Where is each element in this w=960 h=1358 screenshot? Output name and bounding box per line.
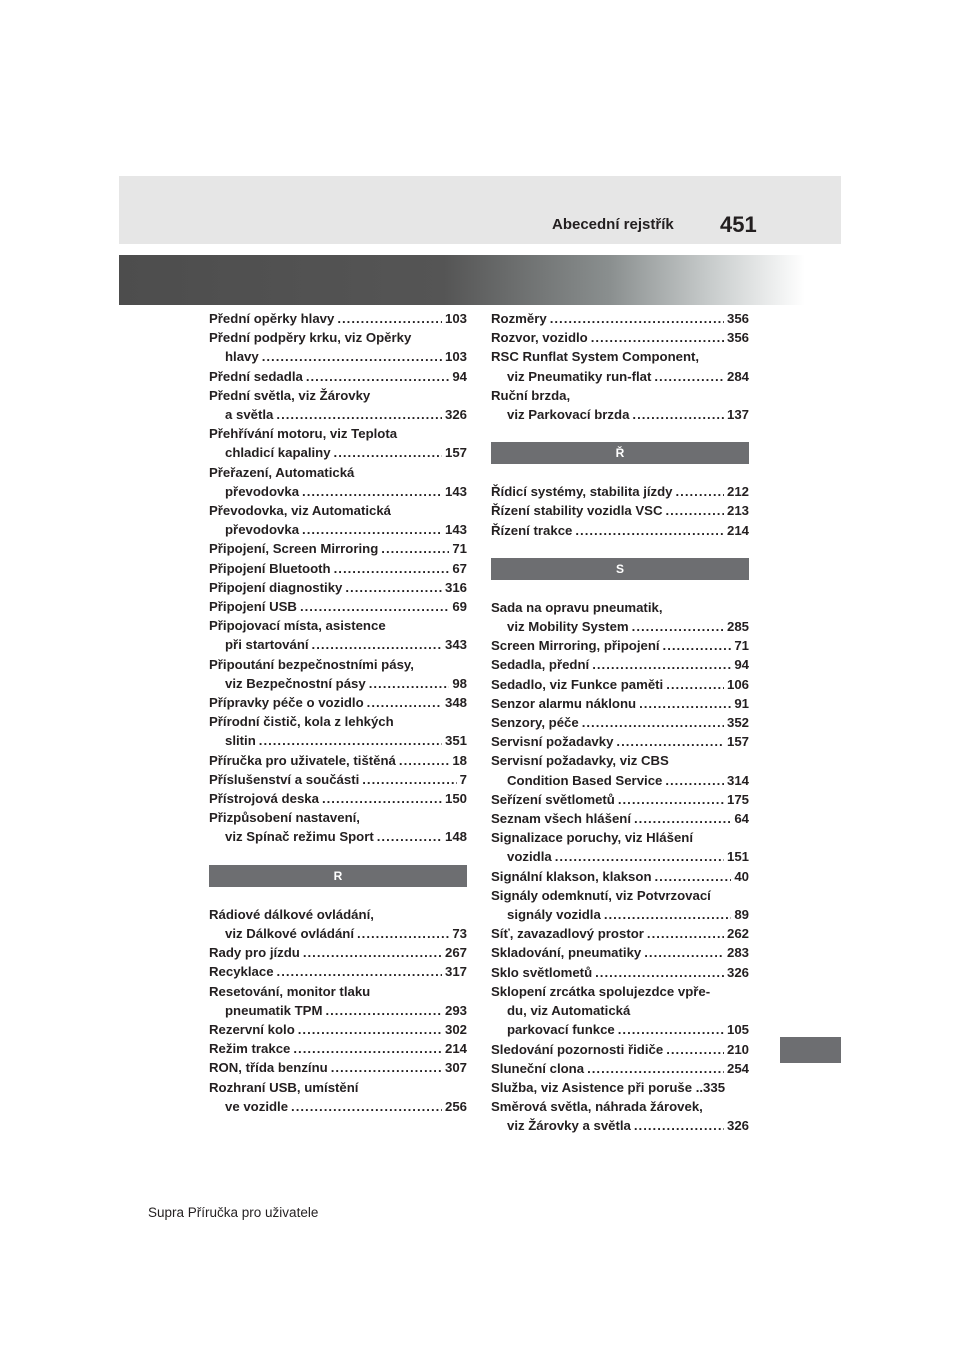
index-entry-term: převodovka [225, 522, 300, 538]
index-entry-line: Přehřívání motoru, viz Teplota [209, 426, 398, 442]
dot-leader [666, 675, 724, 694]
index-entry-page: 326 [444, 407, 467, 423]
letter-heading-rz: Ř [491, 442, 749, 464]
index-entry-term: Řízení trakce [491, 522, 573, 538]
dot-leader [550, 309, 724, 328]
index-entry-page: 91 [734, 695, 749, 711]
index-entry-term: Rozvor, vozidlo [491, 330, 588, 346]
index-entry-page: 105 [726, 1022, 749, 1038]
dot-leader [634, 809, 731, 828]
index-entry [209, 1097, 467, 1116]
index-entry-page: 94 [734, 657, 749, 673]
dot-leader [337, 309, 442, 328]
dot-leader [663, 636, 732, 655]
index-entry [491, 905, 749, 924]
index-entry-page: 67 [452, 560, 467, 576]
index-entry-term: a světla [225, 407, 274, 423]
index-entry-term: Sledování pozornosti řidiče [491, 1041, 664, 1057]
dot-leader [632, 405, 724, 424]
dot-leader [595, 963, 724, 982]
index-entry [209, 789, 467, 808]
index-entry-term: Rozměry [491, 311, 547, 326]
index-entry-line: Přední podpěry krku, viz Opěrky [209, 330, 412, 346]
index-block [491, 482, 749, 540]
index-entry-term: viz Bezpečnostní pásy [225, 675, 366, 691]
index-entry-line: Převodovka, viz Automatická [209, 503, 392, 519]
index-entry-term: Připojení USB [209, 599, 297, 615]
index-entry-term: viz Spínač režimu Sport [225, 829, 374, 845]
index-entry-page: 7 [459, 771, 467, 787]
index-entry-page: 175 [726, 791, 749, 807]
index-entry-page: 98 [452, 675, 467, 691]
header-gradient-bar [119, 255, 841, 305]
dot-leader [300, 597, 449, 616]
index-entry [209, 1039, 467, 1058]
index-block [491, 309, 749, 424]
index-entry-term: Příručka pro uživatele, tištěná [209, 752, 396, 768]
index-entry-page: 150 [444, 791, 467, 807]
index-entry [209, 1020, 467, 1039]
page-number: 451 [720, 212, 757, 237]
index-block [209, 905, 467, 1116]
index-entry-page: 210 [726, 1041, 749, 1057]
index-entry [491, 482, 749, 501]
index-entry-term: Signální klakson, klakson [491, 868, 652, 884]
index-entry-term: slitin [225, 733, 256, 749]
index-entry [491, 675, 749, 694]
index-entry [491, 328, 749, 347]
index-entry-page: 157 [444, 445, 467, 461]
dot-leader [276, 405, 442, 424]
index-column-left [209, 309, 467, 1116]
index-entry-page: 348 [444, 695, 467, 711]
index-entry [491, 847, 749, 866]
index-entry-line: Resetování, monitor tlaku [209, 983, 371, 999]
index-entry-page: 267 [444, 945, 467, 961]
index-entry-term: signály vozidla [507, 907, 601, 923]
index-entry [209, 309, 467, 328]
index-entry-term: Připojení diagnostiky [209, 579, 343, 595]
index-entry-page: 214 [726, 522, 749, 538]
dot-leader [302, 482, 442, 501]
index-entry-page: 326 [726, 964, 749, 980]
index-entry [209, 693, 467, 712]
index-entry [491, 309, 749, 328]
index-entry-term: Řízení stability vozidla VSC [491, 503, 663, 519]
dot-leader [303, 943, 442, 962]
index-entry-page: 302 [444, 1021, 467, 1037]
dot-leader [582, 713, 724, 732]
index-entry-page: 143 [444, 483, 467, 499]
dot-leader [381, 539, 449, 558]
index-entry [491, 521, 749, 540]
index-entry [209, 827, 467, 846]
dot-leader [618, 790, 724, 809]
index-entry [209, 943, 467, 962]
chapter-tab [780, 1037, 841, 1063]
index-entry-term: Rady pro jízdu [209, 945, 300, 961]
index-entry-term: Připojení Bluetooth [209, 560, 331, 576]
index-entry-term: vozidla [507, 849, 552, 865]
index-entry-page: 71 [452, 541, 467, 557]
dot-leader [634, 1116, 724, 1135]
index-entry [491, 636, 749, 655]
dot-leader [334, 559, 450, 578]
dot-leader [644, 943, 724, 962]
index-entry-page: 213 [726, 503, 749, 519]
index-entry-term: Senzory, péče [491, 715, 579, 731]
index-entry-page: 283 [726, 945, 749, 961]
index-entry-term: při startování [225, 637, 309, 653]
index-entry-line: Servisní požadavky, viz CBS [491, 753, 669, 769]
dot-leader [655, 867, 732, 886]
index-entry-page: 352 [726, 715, 749, 731]
index-entry-term: Recyklace [209, 964, 274, 980]
dot-leader [618, 1020, 724, 1039]
index-entry [491, 867, 749, 886]
index-entry-page: 356 [726, 311, 749, 326]
index-entry-term: Rezervní kolo [209, 1021, 295, 1037]
index-entry [491, 501, 749, 520]
index-entry-page: 71 [734, 638, 749, 654]
index-entry [209, 731, 467, 750]
index-entry-page: 106 [726, 676, 749, 692]
dot-leader [587, 1059, 724, 1078]
dot-leader [377, 827, 442, 846]
index-block [209, 309, 467, 847]
index-entry-term: Seznam všech hlášení [491, 811, 632, 827]
index-entry-line: Rádiové dálkové ovládání, [209, 906, 374, 922]
index-entry-term: Přípravky péče o vozidlo [209, 695, 364, 711]
index-entry-page: 262 [726, 926, 749, 942]
index-entry-line: Sklopení zrcátka spolujezdce vpře- [491, 983, 711, 999]
index-entry-term: převodovka [225, 483, 300, 499]
index-entry-line: Rozhraní USB, umístění [209, 1079, 359, 1095]
index-entry-page: 69 [452, 599, 467, 615]
dot-leader [334, 443, 442, 462]
index-entry [491, 1040, 749, 1059]
dot-leader [367, 693, 442, 712]
index-entry-page: 314 [726, 772, 749, 788]
index-entry-page: 317 [444, 964, 467, 980]
index-entry [491, 405, 749, 424]
dot-leader [604, 905, 732, 924]
index-entry-term: RON, třída benzínu [209, 1060, 328, 1076]
dot-leader [312, 635, 442, 654]
dot-leader [306, 367, 450, 386]
index-entry-page: 284 [726, 368, 749, 384]
index-entry-term: pneumatik TPM [225, 1002, 323, 1018]
index-entry-term: Condition Based Service [507, 772, 663, 788]
index-entry-term: Screen Mirroring, připojení [491, 638, 660, 654]
letter-heading-r: R [209, 865, 467, 887]
dot-leader [369, 674, 450, 693]
index-entry-term: Senzor alarmu náklonu [491, 695, 637, 711]
index-entry [491, 713, 749, 732]
index-entry [491, 809, 749, 828]
index-entry [209, 770, 467, 789]
index-entry-page: 254 [726, 1060, 749, 1076]
index-entry [209, 597, 467, 616]
index-entry [491, 1059, 749, 1078]
index-entry [209, 674, 467, 693]
index-entry-page: 89 [734, 907, 749, 923]
footer-text: Supra Příručka pro uživatele [148, 1205, 319, 1220]
index-entry [491, 771, 749, 790]
index-entry-page: 307 [444, 1060, 467, 1076]
index-entry [209, 443, 467, 462]
index-entry [491, 790, 749, 809]
index-entry-line: Sada na opravu pneumatik, [491, 599, 663, 615]
dot-leader [277, 962, 442, 981]
index-entry-line: Ruční brzda, [491, 387, 571, 403]
index-entry-page: 94 [452, 368, 467, 384]
index-entry-term: Servisní požadavky [491, 734, 614, 750]
index-entry [209, 367, 467, 386]
dot-leader [293, 1039, 442, 1058]
index-entry [209, 482, 467, 501]
dot-leader [616, 732, 724, 751]
index-entry-line: Přeřazení, Automatická [209, 464, 355, 480]
index-entry-term: Seřízení světlometů [491, 791, 615, 807]
dot-leader [362, 770, 456, 789]
index-entry-page: 103 [444, 349, 467, 365]
index-entry-line: du, viz Automatická [507, 1003, 631, 1019]
index-entry [491, 655, 749, 674]
index-entry-page: 351 [444, 733, 467, 749]
index-entry-page: 151 [726, 849, 749, 865]
index-entry-line: RSC Runflat System Component, [491, 349, 700, 365]
index-entry-page: 285 [726, 619, 749, 635]
index-entry-term: Sluneční clona [491, 1060, 585, 1076]
index-entry-term: Sklo světlometů [491, 964, 593, 980]
index-entry-page: 326 [726, 1118, 749, 1134]
index-entry [491, 732, 749, 751]
index-entry-term: viz Mobility System [507, 619, 629, 635]
index-entry-page: 214 [444, 1041, 467, 1057]
index-entry [209, 559, 467, 578]
dot-leader [592, 655, 731, 674]
index-entry [491, 1020, 749, 1039]
index-entry-page: 137 [726, 407, 749, 423]
index-entry-line: Přizpůsobení nastavení, [209, 810, 360, 826]
index-entry [209, 751, 467, 770]
dot-leader [259, 731, 442, 750]
index-entry [209, 924, 467, 943]
dot-leader [345, 578, 442, 597]
dot-leader [591, 328, 724, 347]
index-entry-page: 148 [444, 829, 467, 845]
index-entry-line: Signály odemknutí, viz Potvrzovací [491, 887, 711, 903]
index-entry-term: viz Dálkové ovládání [225, 925, 354, 941]
dot-leader [331, 1058, 442, 1077]
index-entry [491, 963, 749, 982]
index-entry-page: 103 [444, 311, 467, 326]
index-entry-term: Síť, zavazadlový prostor [491, 926, 644, 942]
index-entry-page: 73 [452, 925, 467, 941]
index-entry-page: 256 [444, 1098, 467, 1114]
index-entry-term: hlavy [225, 349, 259, 365]
index-column-right [491, 309, 749, 1136]
index-entry-term: chladicí kapaliny [225, 445, 331, 461]
dot-leader [632, 617, 724, 636]
index-entry-term: ve vozidle [225, 1098, 289, 1114]
index-entry-term: Řídicí systémy, stabilita jízdy [491, 484, 673, 500]
dot-leader [654, 367, 724, 386]
index-entry-line: Směrová světla, náhrada žárovek, [491, 1099, 703, 1115]
letter-heading-s: S [491, 558, 749, 580]
dot-leader [665, 771, 724, 790]
dot-leader [262, 347, 442, 366]
index-entry-page: 18 [452, 752, 467, 768]
index-entry [209, 962, 467, 981]
index-entry-line: Přírodní čistič, kola z lehkých [209, 714, 394, 730]
index-entry [209, 520, 467, 539]
index-entry-page: 212 [726, 484, 749, 500]
index-entry-term: Přední opěrky hlavy [209, 311, 335, 326]
index-entry [209, 635, 467, 654]
index-entry-term: Připojení, Screen Mirroring [209, 541, 379, 557]
index-block [491, 598, 749, 1136]
index-entry-term: viz Žárovky a světla [507, 1118, 631, 1134]
index-entry-term: Přístrojová deska [209, 791, 319, 807]
index-entry-page: 40 [734, 868, 749, 884]
dot-leader [302, 520, 442, 539]
index-entry [491, 924, 749, 943]
dot-leader [322, 789, 442, 808]
index-entry-term: viz Parkovací brzda [507, 407, 630, 423]
index-entry [491, 694, 749, 713]
index-entry-term: Přední sedadla [209, 368, 303, 384]
index-entry [209, 1001, 467, 1020]
index-entry-page: 293 [444, 1002, 467, 1018]
index-entry [209, 1058, 467, 1077]
index-entry-term: Skladování, pneumatiky [491, 945, 642, 961]
index-entry [209, 347, 467, 366]
index-entry [491, 617, 749, 636]
index-entry-line: Signalizace poruchy, viz Hlášení [491, 830, 694, 846]
index-entry-term: Sedadla, přední [491, 657, 590, 673]
index-entry-line: Připojovací místa, asistence [209, 618, 386, 634]
index-entry-term: viz Pneumatiky run-flat [507, 368, 652, 384]
index-entry-line: Služba, viz Asistence při poruše ..335 [491, 1079, 726, 1095]
index-entry-page: 343 [444, 637, 467, 653]
dot-leader [291, 1097, 442, 1116]
index-entry-page: 316 [444, 579, 467, 595]
section-title: Abecední rejstřík [552, 216, 674, 233]
dot-leader [325, 1001, 442, 1020]
dot-leader [399, 751, 449, 770]
index-entry-line: Připoutání bezpečnostními pásy, [209, 656, 414, 672]
index-entry-term: Režim trakce [209, 1041, 291, 1057]
dot-leader [676, 482, 724, 501]
dot-leader [665, 501, 724, 520]
index-entry-term: Sedadlo, viz Funkce paměti [491, 676, 664, 692]
dot-leader [298, 1020, 442, 1039]
index-entry-page: 64 [734, 811, 749, 827]
dot-leader [639, 694, 731, 713]
index-entry [209, 539, 467, 558]
dot-leader [666, 1040, 724, 1059]
index-entry-term: parkovací funkce [507, 1022, 615, 1038]
dot-leader [575, 521, 724, 540]
index-entry-term: Příslušenství a součásti [209, 771, 360, 787]
index-entry [209, 578, 467, 597]
dot-leader [555, 847, 724, 866]
index-entry [491, 1116, 749, 1135]
index-entry [491, 943, 749, 962]
index-entry-page: 157 [726, 734, 749, 750]
dot-leader [647, 924, 724, 943]
dot-leader [357, 924, 449, 943]
index-entry-page: 356 [726, 330, 749, 346]
index-entry-line: Přední světla, viz Žárovky [209, 387, 371, 403]
index-entry-page: 143 [444, 522, 467, 538]
index-entry [209, 405, 467, 424]
index-entry [491, 367, 749, 386]
